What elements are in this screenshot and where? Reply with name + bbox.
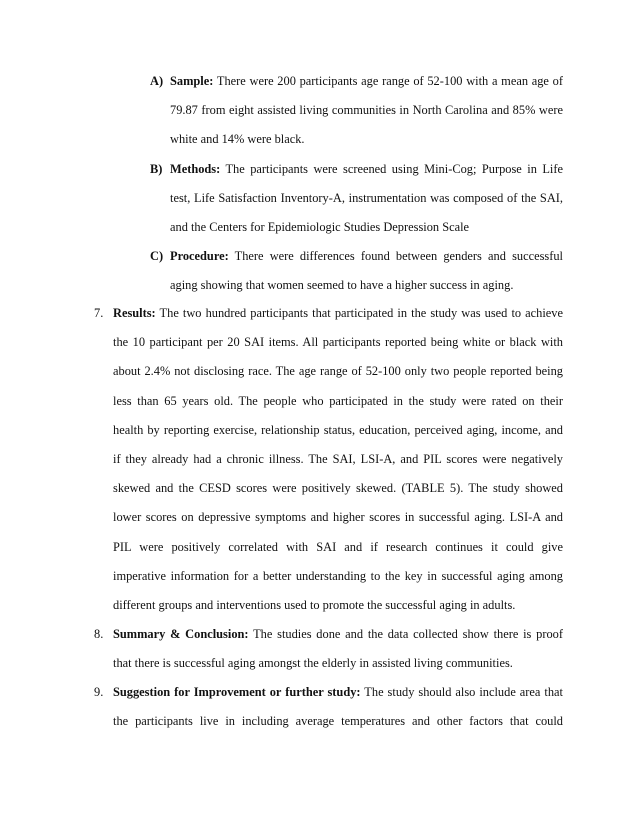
text-line: imperative information for a better understanding to the key in successful aging among	[113, 568, 563, 583]
text-line: Summary & Conclusion: The studies done and the data collected show there is proof	[113, 627, 563, 641]
text-line: that there is successful aging amongst the elderly in assisted living communities.	[113, 656, 513, 671]
sub-item-heading: Procedure:	[170, 249, 229, 263]
text-line: different groups and interventions used to promote the successful aging in adults.	[113, 597, 516, 612]
item-number: 7.	[94, 306, 104, 320]
text-line: about 2.4% not disclosing race. The age range of 52-100 only two people reported being	[113, 364, 563, 379]
text-line: and the Centers for Epidemiologic Studies Depression Scale	[170, 220, 470, 235]
sub-item-methods	[170, 155, 563, 243]
text-line: Procedure: There were differences found between genders and successful	[170, 249, 563, 263]
text-line: Sample: There were 200 participants age range of 52-100 with a mean age of	[170, 74, 563, 88]
item-heading: Results:	[113, 306, 156, 320]
text-line: test, Life Satisfaction Inventory-A, instrumentation was composed of the SAI,	[170, 191, 563, 206]
text-line: the 10 participant per 20 SAI items. All participants reported being white or black with	[113, 335, 563, 350]
item-heading: Suggestion for Improvement or further study:	[113, 685, 361, 699]
item-heading: Summary & Conclusion:	[113, 627, 249, 641]
text-line: aging showing that women seemed to have a higher success in aging.	[170, 278, 514, 293]
sub-item-marker: C)	[150, 249, 164, 263]
sub-item-heading: Methods:	[170, 162, 221, 176]
sub-item-procedure	[170, 242, 563, 300]
text-line: 79.87 from eight assisted living communities in North Carolina and 85% were	[170, 103, 563, 118]
item-results	[113, 299, 563, 620]
text-line: Results: The two hundred participants that participated in the study was used to achieve	[113, 306, 563, 320]
sub-item-sample	[170, 67, 563, 155]
sub-item-marker: B)	[150, 162, 163, 176]
item-number: 8.	[94, 627, 104, 641]
text-line: the participants live in including average temperatures and other factors that could	[113, 714, 563, 729]
text-line: lower scores on depressive symptoms and higher scores in successful aging. LSI-A and	[113, 510, 563, 525]
text-line: Suggestion for Improvement or further study: The study should also include area that	[113, 685, 563, 699]
text-line: PIL were positively correlated with SAI and if research continues it could give	[113, 539, 563, 554]
text-line: Methods: The participants were screened using Mini-Cog; Purpose in Life	[170, 162, 563, 176]
item-number: 9.	[94, 685, 104, 699]
text-line: less than 65 years old. The people who participated in the study were rated on their	[113, 393, 563, 408]
sub-item-marker: A)	[150, 74, 164, 88]
sub-item-heading: Sample:	[170, 74, 214, 88]
item-summary	[113, 620, 563, 678]
text-line: health by reporting exercise, relationship status, education, perceived aging, income, and	[113, 422, 563, 437]
text-line: skewed and the CESD scores were positively skewed. (TABLE 5). The study showed	[113, 481, 563, 496]
item-suggestion	[113, 678, 563, 736]
text-line: if they already had a chronic illness. The SAI, LSI-A, and PIL scores were negatively	[113, 451, 563, 466]
text-line: white and 14% were black.	[170, 132, 305, 147]
